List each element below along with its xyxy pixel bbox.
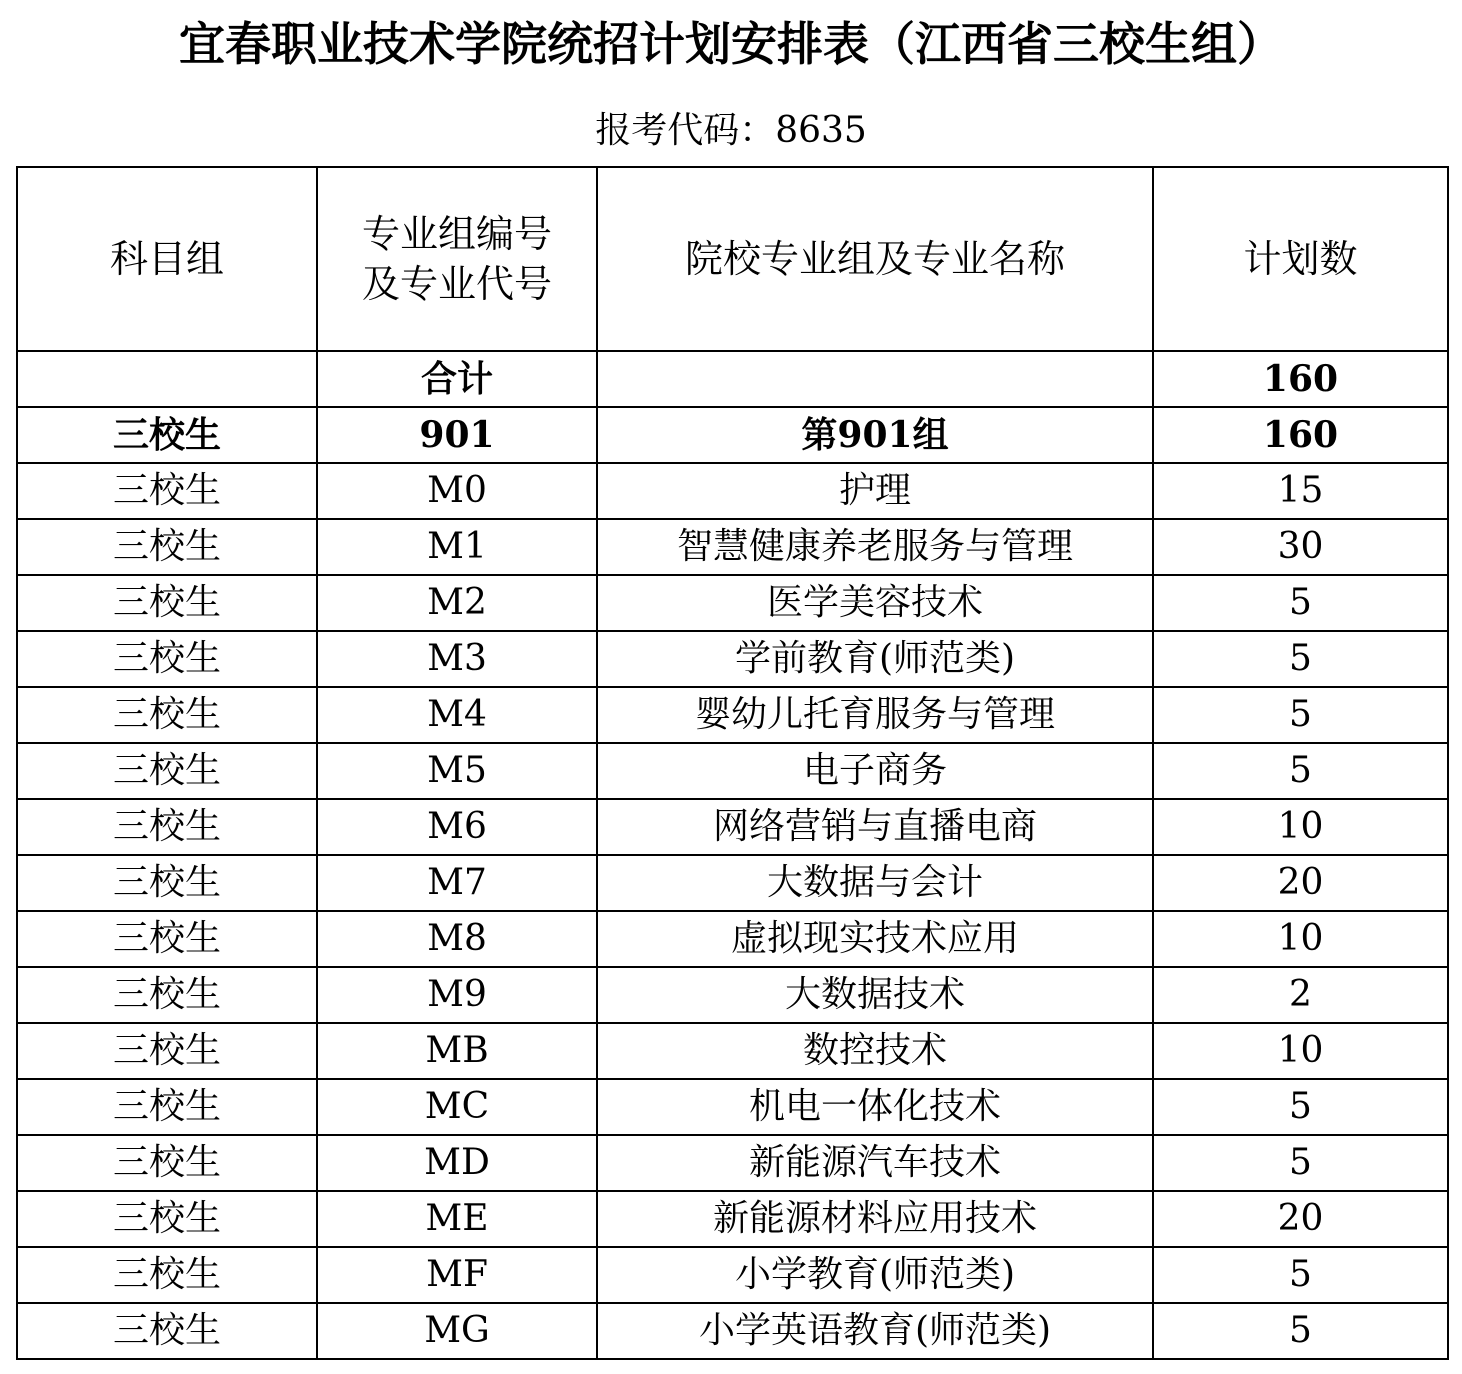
table-row [17,1135,1448,1191]
major-code-cell: ME [317,1191,597,1247]
major-code-cell: M3 [317,631,597,687]
plan-count-cell: 10 [1153,1023,1448,1079]
table-row [17,743,1448,799]
plan-count-cell: 5 [1153,743,1448,799]
table-row [17,967,1448,1023]
plan-count-cell: 5 [1153,1135,1448,1191]
subject-cell: 三校生 [17,1079,317,1135]
subject-cell: 三校生 [17,743,317,799]
subject-cell: 三校生 [17,575,317,631]
table-row [17,687,1448,743]
plan-table [16,166,1449,1360]
subject-cell: 三校生 [17,687,317,743]
subject-cell: 三校生 [17,1247,317,1303]
total-name-cell [597,351,1153,407]
header-major-name: 院校专业组及专业名称 [597,167,1153,351]
subject-cell: 三校生 [17,1303,317,1359]
table-row [17,1023,1448,1079]
plan-count-cell: 5 [1153,631,1448,687]
exam-code: 报考代码：8635 [595,110,867,151]
major-code-cell: M0 [317,463,597,519]
subject-cell: 三校生 [17,799,317,855]
major-name-cell: 大数据技术 [597,967,1153,1023]
total-subject-cell [17,351,317,407]
major-name-cell: 新能源汽车技术 [597,1135,1153,1191]
subject-cell: 三校生 [17,967,317,1023]
major-name-cell: 婴幼儿托育服务与管理 [597,687,1153,743]
table-row [17,1079,1448,1135]
header-group-code-line2: 及专业代号 [361,262,552,306]
table-row [17,1247,1448,1303]
table-row [17,1191,1448,1247]
subject-cell: 三校生 [17,463,317,519]
plan-count-cell: 15 [1153,463,1448,519]
plan-count-cell: 5 [1153,575,1448,631]
major-name-cell: 电子商务 [597,743,1153,799]
plan-count-cell: 20 [1153,855,1448,911]
group-row [17,407,1448,463]
table-row [17,799,1448,855]
plan-count-cell: 10 [1153,799,1448,855]
plan-count-cell: 30 [1153,519,1448,575]
subject-cell: 三校生 [17,1191,317,1247]
total-count-cell: 160 [1153,351,1448,407]
major-name-cell: 机电一体化技术 [597,1079,1153,1135]
major-name-cell: 学前教育(师范类) [597,631,1153,687]
subject-cell: 三校生 [17,855,317,911]
major-name-cell: 新能源材料应用技术 [597,1191,1153,1247]
major-name-cell: 护理 [597,463,1153,519]
major-name-cell: 数控技术 [597,1023,1153,1079]
plan-count-cell: 10 [1153,911,1448,967]
major-code-cell: MG [317,1303,597,1359]
page-title: 宜春职业技术学院统招计划安排表（江西省三校生组） [179,17,1283,71]
table-row [17,1303,1448,1359]
major-name-cell: 大数据与会计 [597,855,1153,911]
major-code-cell: MB [317,1023,597,1079]
plan-count-cell: 20 [1153,1191,1448,1247]
major-name-cell: 网络营销与直播电商 [597,799,1153,855]
major-code-cell: M1 [317,519,597,575]
header-group-code-line1: 专业组编号 [361,212,552,256]
plan-count-cell: 2 [1153,967,1448,1023]
plan-count-cell: 5 [1153,1303,1448,1359]
header-row [17,167,1448,351]
major-name-cell: 智慧健康养老服务与管理 [597,519,1153,575]
major-code-cell: M9 [317,967,597,1023]
major-code-cell: MC [317,1079,597,1135]
group-name-cell: 第901组 [597,407,1153,463]
major-name-cell: 虚拟现实技术应用 [597,911,1153,967]
group-code-cell: 901 [317,407,597,463]
subject-cell: 三校生 [17,1023,317,1079]
group-subject-cell: 三校生 [17,407,317,463]
plan-count-cell: 5 [1153,687,1448,743]
group-count-cell: 160 [1153,407,1448,463]
subject-cell: 三校生 [17,631,317,687]
major-code-cell: M8 [317,911,597,967]
major-code-cell: M7 [317,855,597,911]
header-subject-group: 科目组 [17,167,317,351]
major-code-cell: M2 [317,575,597,631]
subject-cell: 三校生 [17,1135,317,1191]
total-label-cell: 合计 [317,351,597,407]
header-plan-count: 计划数 [1153,167,1448,351]
major-code-cell: M5 [317,743,597,799]
table-row [17,911,1448,967]
table-row [17,855,1448,911]
subject-cell: 三校生 [17,519,317,575]
table-row [17,463,1448,519]
subject-cell: 三校生 [17,911,317,967]
total-row [17,351,1448,407]
major-code-cell: MD [317,1135,597,1191]
table-row [17,519,1448,575]
header-group-code [317,167,597,351]
major-name-cell: 小学教育(师范类) [597,1247,1153,1303]
major-code-cell: M4 [317,687,597,743]
major-name-cell: 小学英语教育(师范类) [597,1303,1153,1359]
major-code-cell: MF [317,1247,597,1303]
plan-count-cell: 5 [1153,1079,1448,1135]
table-row [17,631,1448,687]
table-row [17,575,1448,631]
plan-count-cell: 5 [1153,1247,1448,1303]
major-code-cell: M6 [317,799,597,855]
major-name-cell: 医学美容技术 [597,575,1153,631]
